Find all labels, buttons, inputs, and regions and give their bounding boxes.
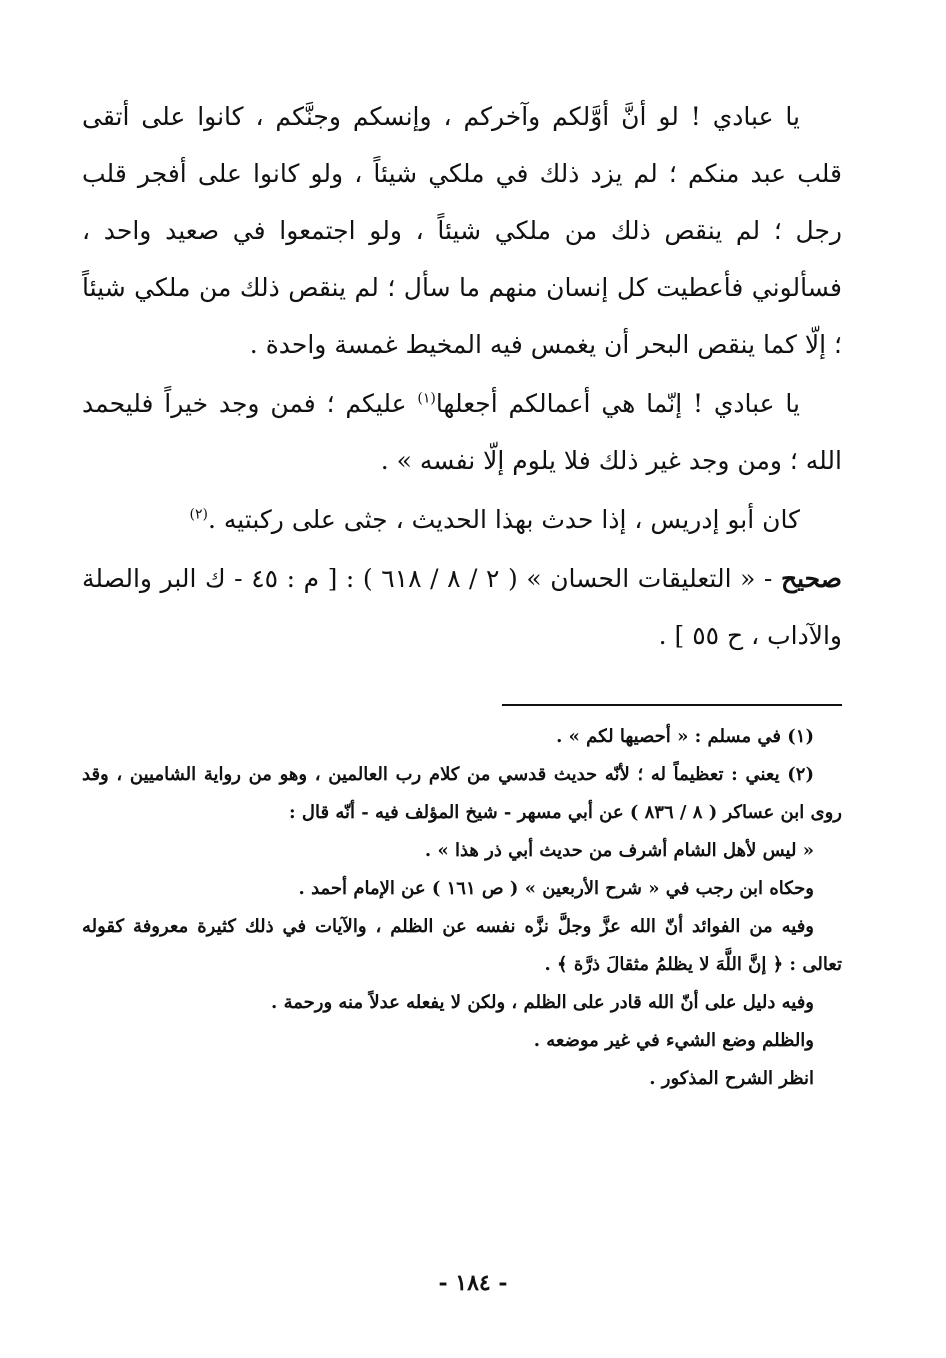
hadith-grade [82, 550, 842, 664]
footnotes [82, 718, 842, 1098]
footnote-2-definition: والظلم وضع الشيء في غير موضعه . [533, 1030, 814, 1051]
grade-source: - « التعليقات الحسان » ( ٢ / ٨ / ٦١٨ ) : [ م : ٤٥ - ك البر والصلة والآداب ، ح ٥٥ ] . [82, 564, 842, 650]
paragraph-2-part-2: عليكم ؛ فمن وجد خيراً فليحمد الله ؛ ومن وجد غير ذلك فلا يلوم إلّا نفسه » . [82, 389, 842, 475]
footnote-2-quote: « ليس لأهل الشام أشرف من حديث أبي ذر هذا » . [424, 840, 814, 861]
paragraph-1: يا عبادي ! لو أنَّ أوَّلكم وآخركم ، وإنسكم وجنَّكم ، كانوا على أتقى قلب عبد منكم ؛ لم يزد ذلك في ملكي شيئاً ، ولو كانوا على أفجر قلب رجل ؛ لم ينقص ذلك من ملكي شيئاً ، ولو اجتمعوا في صعيد واحد ، فسألوني فأعطيت كل إنسان منهم ما سأل ؛ لم ينقص ذلك من ملكي شيئاً ؛ إلّا كما ينقص البحر أن يغمس فيه المخيط غمسة واحدة . [82, 102, 843, 359]
footnote-ref-2[interactable]: (٢) [189, 506, 208, 523]
paragraph-3 [82, 491, 842, 548]
footnote-divider [502, 704, 842, 706]
footnote-ref-1[interactable]: (١) [417, 390, 436, 407]
main-text [82, 88, 842, 664]
footnote-2-evidence: وفيه دليل على أنّ الله قادر على الظلم ، ولكن لا يفعله عدلاً منه ورحمة . [271, 992, 814, 1013]
page-number: - ١٨٤ - [438, 1270, 508, 1296]
paragraph-2-part-1: يا عبادي ! إنّما هي أعمالكم أجعلها [435, 389, 800, 418]
footnote-2-citation: وحكاه ابن رجب في « شرح الأربعين » ( ص ١٦١ ) عن الإمام أحمد . [298, 878, 814, 899]
footnote-2: (٢) يعني : تعظيماً له ؛ لأنّه حديث قدسي من كلام رب العالمين ، وهو من رواية الشاميين ، وقد روى ابن عساكر ( ٨ / ٨٣٦ ) عن أبي مسهر - شيخ المؤلف فيه - أنّه قال : [82, 764, 842, 823]
footnote-1: (١) في مسلم : « أحصيها لكم » . [556, 726, 814, 747]
grade-label: صحيح [780, 564, 842, 593]
footnote-2-reference: انظر الشرح المذكور . [649, 1068, 814, 1089]
footnote-2-benefit: وفيه من الفوائد أنّ الله عزَّ وجلَّ نزَّه نفسه عن الظلم ، والآيات في ذلك كثيرة معروفة كقوله تعالى : ﴿ إنَّ اللَّهَ لا يظلمُ مثقالَ ذرَّة ﴾ . [82, 916, 842, 975]
paragraph-3-text: كان أبو إدريس ، إذا حدث بهذا الحديث ، جثى على ركبتيه . [207, 505, 800, 534]
paragraph-2 [82, 375, 842, 489]
